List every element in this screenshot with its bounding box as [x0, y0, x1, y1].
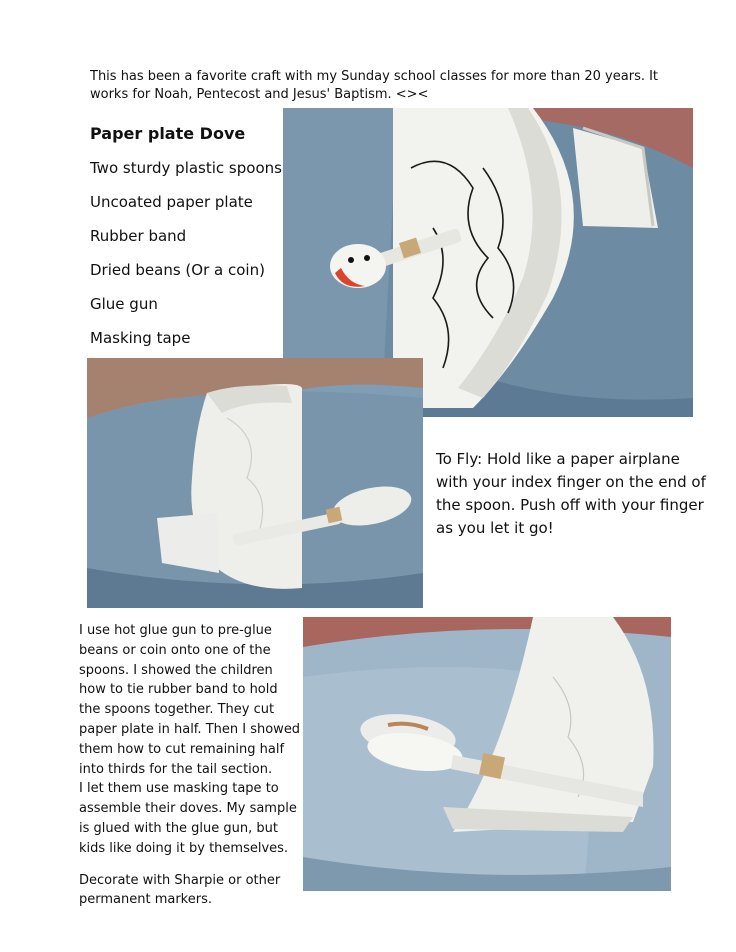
intro-paragraph: This has been a favorite craft with my Sunday school classes for more than 20 years. It works for Noah, Pentecost and Jesus' Baptism. <><: [90, 69, 659, 102]
instruction-line: kids like doing it by themselves.: [79, 840, 289, 856]
list-item: Glue gun: [90, 295, 158, 313]
instruction-line: the spoons together. They cut: [79, 702, 275, 718]
instruction-line: I let them use masking tape to: [79, 781, 279, 797]
fly-instructions: To Fly: Hold like a paper airplane with your index finger on the end of the spoon. Push off with your finger as you let it go!: [436, 450, 706, 537]
photo-spoon-closeup-image: [303, 617, 671, 891]
instruction-line: them how to cut remaining half: [79, 741, 285, 757]
list-item: Dried beans (Or a coin): [90, 261, 265, 279]
photo-assembled-dove: [87, 358, 423, 608]
materials-list: [90, 122, 290, 360]
instruction-line: assemble their doves. My sample: [79, 801, 297, 817]
instruction-line: is glued with the glue gun, but: [79, 820, 278, 836]
photo-assembled-dove-image: [87, 358, 423, 608]
decorate-line: permanent markers.: [79, 892, 212, 908]
instruction-line: I use hot glue gun to pre-glue: [79, 623, 272, 638]
instruction-line: spoons. I showed the children: [79, 662, 273, 678]
list-item: Uncoated paper plate: [90, 193, 253, 211]
instruction-line: how to tie rubber band to hold: [79, 682, 278, 698]
instruction-line: into thirds for the tail section.: [79, 761, 273, 777]
materials-title: Paper plate Dove: [90, 124, 246, 143]
instruction-line: beans or coin onto one of the: [79, 642, 271, 658]
photo-spoon-closeup: [303, 617, 671, 891]
list-item: Rubber band: [90, 227, 187, 245]
craft-instructions: [79, 621, 307, 910]
instruction-line: paper plate in half. Then I showed: [79, 721, 301, 737]
list-item: Masking tape: [90, 329, 191, 347]
list-item: Two sturdy plastic spoons: [90, 159, 282, 177]
decorate-line: Decorate with Sharpie or other: [79, 872, 281, 888]
